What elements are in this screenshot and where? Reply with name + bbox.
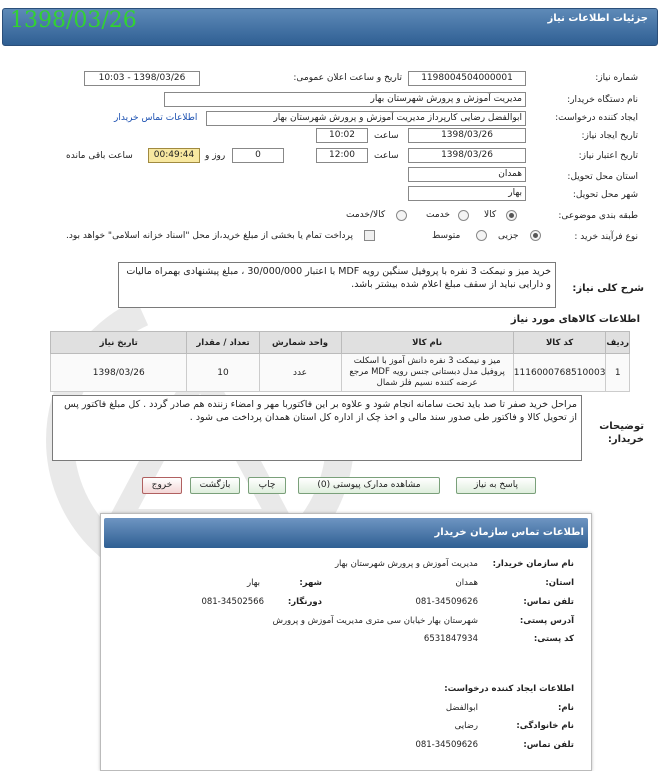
deadline-time-field: 12:00 (316, 148, 368, 163)
description-label: شرح کلی نیاز: (572, 283, 644, 294)
contact-phone-label: تلفن تماس: (523, 597, 574, 607)
items-header-row (51, 332, 630, 354)
need-number-label: شماره نیاز: (595, 73, 638, 83)
creator-field: ابوالفضل رضایی کارپرداز مدیریت آموزش و پرورش شهرستان بهار (206, 111, 526, 126)
buyer-contact-card (100, 513, 592, 771)
remaining-time-field: 00:49:44 (148, 148, 200, 163)
description-text: خرید میز و نیمکت 3 نفره با پروفیل سنگین رویه MDF با اعتبار 30/000/000 ، مبلغ پیشنهادی بهمراه مالیات و دارایی نباید از سقف مبلغ اعلام شده بیشتر باشد. (118, 262, 556, 308)
contact-address-label: آدرس پستی: (519, 616, 574, 626)
reply-button[interactable]: پاسخ به نیاز (456, 477, 536, 494)
category-label: طبقه بندی موضوعی: (558, 211, 638, 221)
creator-section-title: اطلاعات ایجاد کننده درخواست: (444, 684, 574, 694)
print-button[interactable]: چاپ (248, 477, 286, 494)
purchase-option-minor: جزیی (498, 231, 519, 241)
category-radio-both[interactable] (396, 210, 407, 221)
col-date: تاریخ نیاز (51, 332, 187, 354)
cell-qty: 10 (187, 354, 259, 392)
contact-city-value: بهار (247, 578, 260, 588)
col-unit: واحد شمارش (259, 332, 341, 354)
contact-org-value: مدیریت آموزش و پرورش شهرستان بهار (334, 559, 478, 569)
city-label: شهر محل تحویل: (572, 190, 638, 200)
creator-last-name-value: رضایی (454, 721, 478, 731)
cell-row: 1 (606, 354, 630, 392)
date-stamp: 1398/03/26 (10, 8, 137, 33)
category-option-goods: کالا (484, 210, 497, 220)
remaining-word: ساعت باقی مانده (66, 151, 133, 161)
created-time-label: ساعت (374, 131, 399, 141)
creator-label: ایجاد کننده درخواست: (555, 113, 638, 123)
creator-phone-value: 081-34509626 (415, 740, 478, 750)
items-table (50, 331, 630, 392)
table-row (51, 354, 630, 392)
purchase-radio-minor[interactable] (530, 230, 541, 241)
col-qty: تعداد / مقدار (187, 332, 259, 354)
category-radio-goods[interactable] (506, 210, 517, 221)
created-time-field: 10:02 (316, 128, 368, 143)
treasury-payment-note: پرداخت تمام یا بخشی از مبلغ خرید،از محل "اسناد خزانه اسلامی" خواهد بود. (66, 231, 354, 241)
back-button[interactable]: بازگشت (190, 477, 240, 494)
cell-unit: عدد (259, 354, 341, 392)
creator-first-name-label: نام: (557, 703, 574, 713)
contact-province-value: همدان (455, 578, 478, 588)
purchase-option-medium: متوسط (432, 231, 461, 241)
treasury-payment-checkbox[interactable] (364, 230, 375, 241)
contact-postal-label: کد پستی: (533, 634, 574, 644)
purchase-type-label: نوع فرآیند خرید : (574, 232, 638, 242)
purchase-radio-medium[interactable] (476, 230, 487, 241)
category-radio-service[interactable] (458, 210, 469, 221)
col-row: ردیف (606, 332, 630, 354)
creator-last-name-label: نام خانوادگی: (516, 721, 574, 731)
contact-fax-value: 081-34502566 (201, 597, 264, 607)
province-label: استان محل تحویل: (567, 172, 638, 182)
page-title: جزئیات اطلاعات نیاز (547, 13, 648, 24)
contact-province-label: استان: (545, 578, 574, 588)
creator-first-name-value: ابوالفضل (445, 703, 478, 713)
deadline-date-field: 1398/03/26 (408, 148, 526, 163)
buyer-org-label: نام دستگاه خریدار: (567, 95, 638, 105)
deadline-time-label: ساعت (374, 151, 399, 161)
contact-address-value: شهرستان بهار خیابان سی متری مدیریت آموزش و پرورش (272, 616, 478, 626)
contact-postal-value: 6531847934 (423, 634, 478, 644)
days-word: روز و (205, 151, 226, 161)
created-date-label: تاریخ ایجاد نیاز: (581, 131, 638, 141)
buyer-notes-label: توضیحات خریدار: (599, 421, 644, 445)
cell-name: میز و نیمکت 3 نفره دانش آموز با اسکلت پروفیل مدل دبستانی جنس رویه MDF مرجع عرضه کننده نسیم فلز شمال (341, 354, 513, 392)
contact-org-label: نام سازمان خریدار: (492, 559, 574, 569)
contact-card-title: اطلاعات تماس سازمان خریدار (434, 527, 584, 538)
col-name: نام کالا (341, 332, 513, 354)
deadline-label: تاریخ اعتبار نیاز: (578, 151, 638, 161)
contact-fax-label: دورنگار: (287, 597, 322, 607)
city-field: بهار (408, 186, 526, 201)
view-attachments-button[interactable]: مشاهده مدارک پیوستی (0) (298, 477, 440, 494)
cell-code: 1116000768510003 (513, 354, 606, 392)
category-option-both: کالا/خدمت (346, 210, 386, 220)
contact-phone-value: 081-34509626 (415, 597, 478, 607)
buyer-org-field: مدیریت آموزش و پرورش شهرستان بهار (164, 92, 526, 107)
need-number-field: 1198004504000001 (408, 71, 526, 86)
announce-field: 1398/03/26 - 10:03 (84, 71, 200, 86)
buyer-notes-text: مراحل خرید صفر تا صد باید تحت سامانه انجام شود و علاوه بر این فاکتوربا مهر و امضاء زننده هم صادر گردد . کل مبلغ فاکتور پس از تحویل کالا و فاکتور طی صدور سند مالی و اخذ چک از اداره کل استان همدان پرداخت می شود . (52, 395, 582, 461)
days-remaining-field: 0 (232, 148, 284, 163)
created-date-field: 1398/03/26 (408, 128, 526, 143)
col-code: کد کالا (513, 332, 606, 354)
cell-date: 1398/03/26 (51, 354, 187, 392)
buyer-contact-link[interactable]: اطلاعات تماس خریدار (114, 113, 198, 123)
exit-button[interactable]: خروج (142, 477, 182, 494)
items-section-title: اطلاعات کالاهای مورد نیاز (510, 314, 640, 325)
category-option-service: خدمت (426, 210, 450, 220)
creator-phone-label: تلفن تماس: (523, 740, 574, 750)
province-field: همدان (408, 167, 526, 182)
announce-label: تاریخ و ساعت اعلان عمومی: (293, 73, 402, 83)
contact-city-label: شهر: (299, 578, 322, 588)
